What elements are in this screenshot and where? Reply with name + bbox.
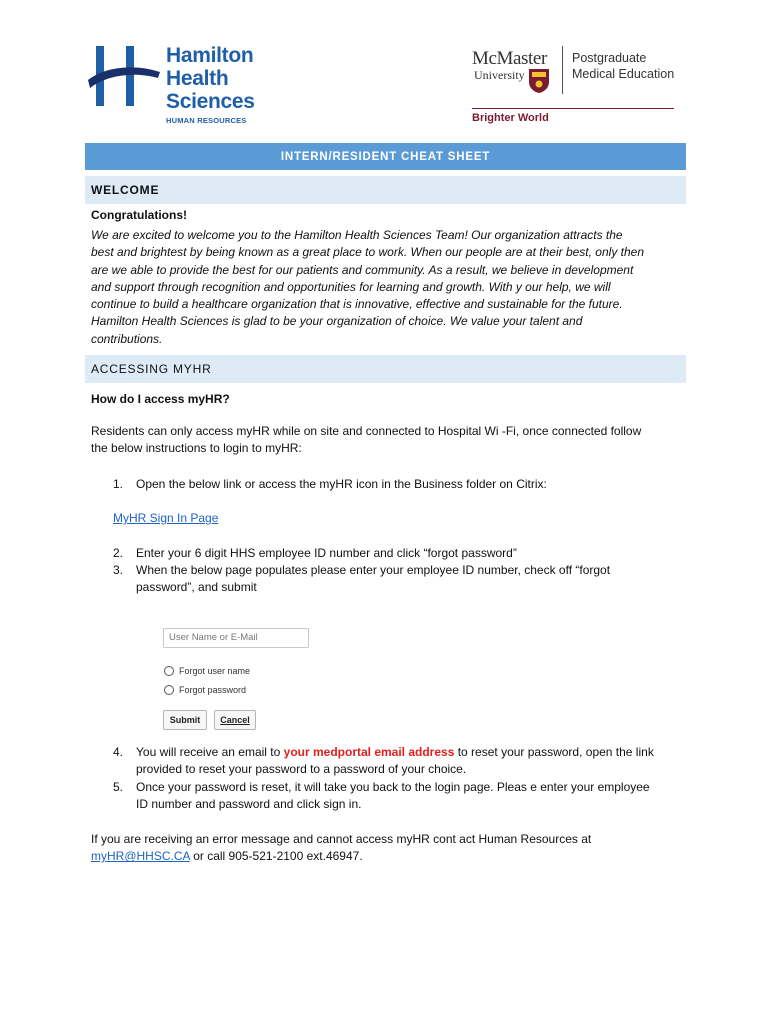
step-5-line-1: Once your password is reset, it will take you back to the login page. Pleas e enter your employee: [136, 780, 650, 794]
welcome-line: and support through recognition and opportunities for learning and growth. With y our help, we will: [91, 279, 611, 294]
document-title: INTERN/RESIDENT CHEAT SHEET: [85, 143, 686, 170]
crest-icon: [528, 68, 550, 94]
access-intro: [91, 423, 683, 458]
welcome-greeting: Congratulations!: [91, 208, 187, 222]
step-3-line-2: password”, and submit: [136, 580, 257, 595]
step-4-line-2: provided to reset your password to a password of your choice.: [136, 762, 467, 777]
submit-button[interactable]: Submit: [163, 710, 207, 730]
welcome-heading: WELCOME: [85, 176, 686, 204]
welcome-line: We are excited to welcome you to the Hamilton Health Sciences Team! Our organization attracts the: [91, 228, 623, 242]
step-text: [136, 562, 681, 597]
mcmaster-name: McMaster: [472, 48, 547, 69]
contact-line-1: If you are receiving an error message and cannot access myHR cont act Human Resources at: [91, 832, 592, 846]
forgot-password-option[interactable]: [164, 685, 246, 695]
access-question: How do I access myHR?: [91, 392, 230, 406]
welcome-line: continue to build a healthcare organization that is innovative, effective and sustainable for the future.: [91, 297, 623, 312]
hr-email-link[interactable]: myHR@HHSC.CA: [91, 849, 190, 864]
hhs-logo: [88, 44, 288, 124]
welcome-line: contributions.: [91, 331, 163, 346]
pme-label: [572, 50, 674, 82]
username-field[interactable]: User Name or E-Mail: [163, 628, 309, 648]
mcmaster-university: University: [474, 68, 525, 82]
step-text: [136, 779, 681, 814]
radio-icon[interactable]: [164, 666, 174, 676]
hhs-line-3: Sciences: [166, 90, 255, 113]
hhs-line-1: Hamilton: [166, 44, 254, 67]
radio-label: Forgot user name: [179, 666, 251, 676]
signin-link-row: [113, 510, 683, 527]
step-3-line-1: When the below page populates please enter your employee ID number, check off “forgot: [136, 563, 611, 577]
tagline-rule: [472, 108, 674, 109]
pme-line-2: Medical Education: [572, 67, 675, 81]
intro-line-2: the below instructions to login to myHR:: [91, 441, 302, 456]
step-number: 4.: [113, 745, 124, 759]
accessing-heading: ACCESSING MYHR: [85, 355, 686, 383]
hhs-h-mark-icon: [88, 44, 164, 110]
step-4-line-1: [136, 744, 681, 761]
step-number: 2.: [113, 546, 124, 560]
step-5-line-2: ID number and password and click sign in.: [136, 797, 362, 812]
welcome-paragraph: [91, 227, 683, 348]
step-number: 5.: [113, 780, 124, 794]
hhs-wordmark: [166, 44, 255, 125]
welcome-line: are we able to provide the best for our patients and community. As a result, we believe in development: [91, 262, 634, 277]
welcome-line: best and brightest by being known as a great place to work. When our people are at their best, only then: [91, 245, 645, 260]
step-text: [136, 744, 681, 779]
mcmaster-tagline: Brighter World: [472, 112, 549, 124]
logo-divider: [562, 46, 563, 94]
forgot-username-option[interactable]: [164, 666, 250, 676]
welcome-line: Hamilton Health Sciences is glad to be your organization of choice. We value your talent and: [91, 314, 583, 329]
step-number: 3.: [113, 563, 124, 577]
radio-icon[interactable]: [164, 685, 174, 695]
radio-label: Forgot password: [179, 685, 247, 695]
contact-line-2: [91, 848, 683, 865]
contact-info: [91, 831, 683, 866]
cancel-button[interactable]: Cancel: [214, 710, 256, 730]
step-4-post: to reset your password, open the link: [454, 745, 654, 759]
hhs-line-2: Health: [166, 67, 229, 90]
mcmaster-logo: [472, 46, 682, 128]
step-text: Enter your 6 digit HHS employee ID number and click “forgot password”: [136, 546, 517, 560]
intro-line-1: Residents can only access myHR while on site and connected to Hospital Wi -Fi, once connected follow: [91, 424, 642, 438]
myhr-signin-link[interactable]: MyHR Sign In Page: [113, 511, 219, 525]
step-number: 1.: [113, 477, 124, 491]
contact-phone: or call 905-521-2100 ext.46947.: [189, 849, 363, 864]
step-4-pre: You will receive an email to: [136, 745, 284, 759]
pme-line-1: Postgraduate: [572, 51, 647, 65]
hhs-subtitle: HUMAN RESOURCES: [166, 116, 247, 125]
step-text: Open the below link or access the myHR icon in the Business folder on Citrix:: [136, 477, 547, 491]
login-form-screenshot: [160, 624, 330, 736]
medportal-email-highlight: your medportal email address: [283, 745, 455, 759]
